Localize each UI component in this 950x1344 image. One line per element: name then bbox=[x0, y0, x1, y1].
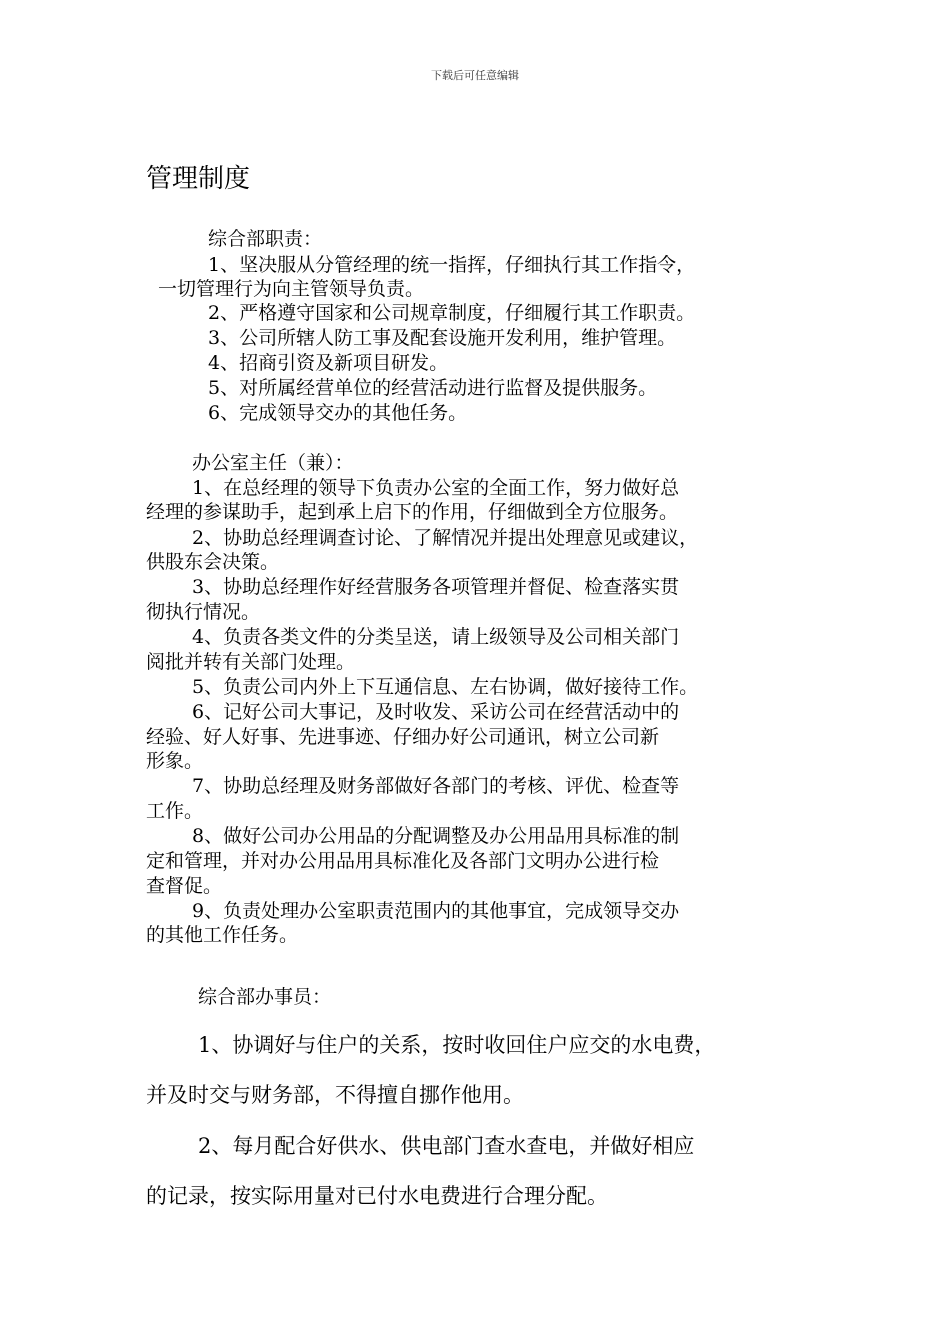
section-heading-general-clerk: 综合部办事员： bbox=[198, 986, 332, 1008]
paragraph-line: 工作。 bbox=[146, 800, 204, 822]
paragraph-line: 供股东会决策。 bbox=[146, 551, 280, 573]
paragraph-line: 2、严格遵守国家和公司规章制度，仔细履行其工作职责。 bbox=[208, 302, 696, 324]
paragraph-line: 5、对所属经营单位的经营活动进行监督及提供服务。 bbox=[208, 377, 658, 399]
page-header: 下载后可任意编辑 bbox=[431, 69, 519, 82]
paragraph-line: 形象。 bbox=[146, 750, 204, 772]
paragraph-line: 查督促。 bbox=[146, 875, 223, 897]
paragraph-line: 并及时交与财务部，不得擅自挪作他用。 bbox=[146, 1083, 524, 1107]
paragraph-line: 的记录，按实际用量对已付水电费进行合理分配。 bbox=[146, 1184, 608, 1208]
paragraph-line: 的其他工作任务。 bbox=[146, 924, 299, 946]
paragraph-line: 经验、好人好事、先进事迹、仔细办好公司通讯，树立公司新 bbox=[146, 726, 660, 748]
paragraph-line: 3、公司所辖人防工事及配套设施开发利用，维护管理。 bbox=[208, 327, 677, 349]
paragraph-line: 6、记好公司大事记，及时收发、采访公司在经营活动中的 bbox=[192, 701, 680, 723]
paragraph-line: 定和管理，并对办公用品用具标准化及各部门文明办公进行检 bbox=[146, 850, 660, 872]
paragraph-line: 阅批并转有关部门处理。 bbox=[146, 651, 356, 673]
paragraph-line: 1、在总经理的领导下负责办公室的全面工作，努力做好总 bbox=[192, 477, 680, 499]
paragraph-line: 5、负责公司内外上下互通信息、左右协调，做好接待工作。 bbox=[192, 676, 699, 698]
paragraph-line: 7、协助总经理及财务部做好各部门的考核、评优、检查等 bbox=[192, 775, 680, 797]
paragraph-line: 3、协助总经理作好经营服务各项管理并督促、检查落实贯 bbox=[192, 576, 680, 598]
section-heading-office-director: 办公室主任（兼）： bbox=[192, 452, 354, 474]
paragraph-line: 4、招商引资及新项目研发。 bbox=[208, 352, 449, 374]
paragraph-line: 8、做好公司办公用品的分配调整及办公用品用具标准的制 bbox=[192, 825, 680, 847]
paragraph-line: 经理的参谋助手，起到承上启下的作用，仔细做到全方位服务。 bbox=[146, 501, 679, 523]
paragraph-line: 6、完成领导交办的其他任务。 bbox=[208, 402, 468, 424]
paragraph-line: 9、负责处理办公室职责范围内的其他事宜，完成领导交办 bbox=[192, 900, 680, 922]
paragraph-line: 一切管理行为向主管领导负责。 bbox=[158, 278, 425, 300]
page-title: 管理制度 bbox=[146, 164, 251, 194]
paragraph-line: 1、协调好与住户的关系，按时收回住户应交的水电费， bbox=[198, 1033, 716, 1057]
paragraph-line: 2、每月配合好供水、供电部门查水查电，并做好相应 bbox=[198, 1134, 695, 1158]
paragraph-line: 彻执行情况。 bbox=[146, 601, 261, 623]
paragraph-line: 1、坚决服从分管经理的统一指挥，仔细执行其工作指令， bbox=[208, 254, 696, 276]
paragraph-line: 2、协助总经理调查讨论、了解情况并提出处理意见或建议， bbox=[192, 527, 699, 549]
section-heading-general-dept: 综合部职责： bbox=[208, 228, 323, 250]
paragraph-line: 4、负责各类文件的分类呈送，请上级领导及公司相关部门 bbox=[192, 626, 680, 648]
